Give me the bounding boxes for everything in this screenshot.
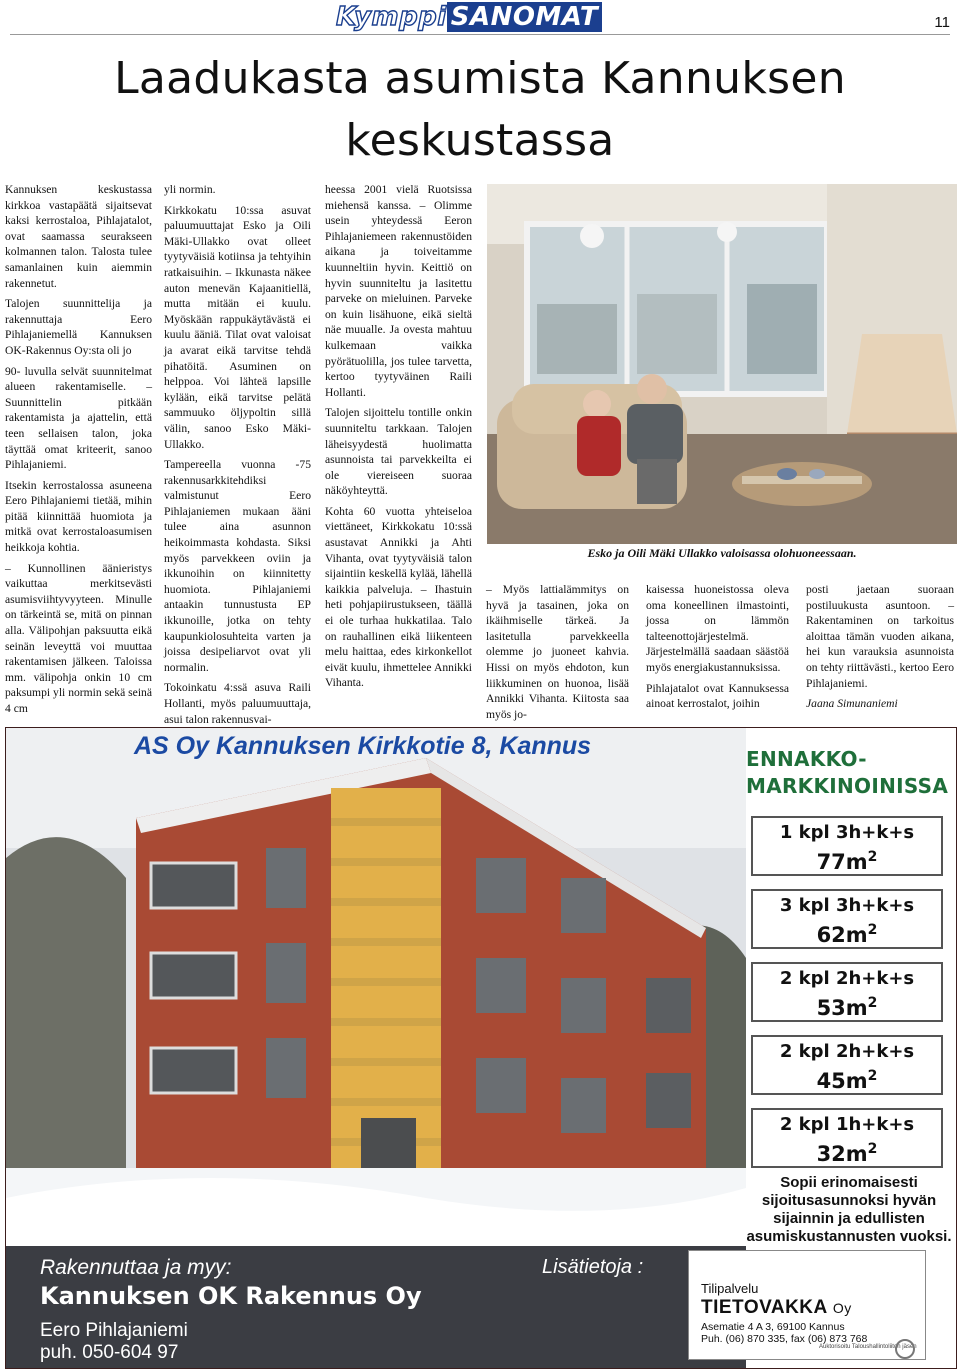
header-rule	[10, 34, 950, 35]
article-column-1	[5, 182, 152, 722]
apartment-size: $45m^2$	[816, 1068, 878, 1093]
apartment-size: $32m^2$	[816, 1141, 878, 1166]
ad-title: AS Oy Kannuksen Kirkkotie 8, Kannus	[134, 732, 592, 760]
office-address: Asematie 4 A 3, 69100 Kannus	[701, 1321, 845, 1333]
builder-phone: puh. 050-604 97	[40, 1342, 179, 1363]
masthead-part2: SANOMAT	[447, 2, 602, 32]
paragraph: Tokoinkatu 4:ssä asuva Raili Hollanti, myös paluumuuttaja, asui talon rakennusvai-	[164, 681, 311, 726]
builder-label: Rakennuttaa ja myy:	[40, 1256, 232, 1279]
article-column-3	[325, 182, 472, 696]
paragraph: Tampereella vuonna -75 rakennusarkkitehdiksi valmistunut Eero Pihlajaniemen mukaan ääni tulee aina asunnon heikoimmasta kohdasta. Siksi myös parvekkeen oviin ja ikkunoihin on kiinnitetty huomiota. Pihlajaniemi antaakin tunnustusta EP ikkunoille, jotka on tehty kaupunkiolosuhteita varten ja joissa desipeliarvot ovat yli normalin.	[164, 458, 311, 674]
builder-company: Kannuksen OK Rakennus Oy	[40, 1282, 422, 1310]
article-column-2	[164, 182, 311, 732]
office-name: TIETOVAKKA Oy	[701, 1297, 852, 1318]
article-column-4	[486, 582, 629, 727]
premarketing-line: ENNAKKO-	[746, 747, 867, 771]
paragraph: Itsekin kerrostalossa asuneena Eero Pihlajaniemi tietää, mihin pitää kiinnittää huomiota ja mitkä ovat kerrostaloasumisen heikkoja kohtia.	[5, 478, 152, 555]
apartment-box	[751, 1035, 943, 1095]
more-info-label: Lisätietoja :	[542, 1256, 644, 1278]
apartment-size: $77m^2$	[816, 849, 878, 874]
office-phone: Puh. (06) 870 335, fax (06) 873 768	[701, 1333, 868, 1345]
masthead-part1: Kymppi	[336, 2, 447, 32]
certification-badge-icon	[895, 1339, 915, 1359]
headline: Laadukasta asumista Kannuksen keskustassa	[114, 53, 846, 166]
byline: Jaana Simunaniemi	[806, 697, 898, 711]
paragraph: yli normin.	[164, 183, 216, 196]
paragraph: Pihlajatalot ovat Kannuksessa ainoat kerrostalot, joihin	[646, 681, 789, 711]
paragraph: Kannuksen keskustassa kirkkoa vastapäätä sijaitsevat kaksi kerrostaloa, Pihlajatalot, ovat saamassa seurakseen kolmannen talon. Talosta tulee samanlainen kuin aiemmin rakennetut.	[5, 183, 152, 290]
apartment-rooms: 2 kpl 2h+k+s	[779, 968, 915, 989]
living-room-photo	[487, 184, 957, 544]
paragraph: Kohta 60 vuotta yhteiseloa viettäneet, Kirkkokatu 10:ssä asustavat Annikki ja Ahti Vihanta, ovat tyytyväisiä talon sijaintiin keskellä kylää, lähellä kaikkia palveluja. – Ihastuin heti pohjapiirustukseen, täällä ei ole turhaa hukkatilaa. Talo on rauhallinen eikä liikenteen melu haittaa, edes kirkonkellot eivät kuulu, ihmettelee Annikki Vihanta.	[325, 504, 472, 690]
apartment-size: $62m^2$	[816, 922, 878, 947]
apartment-box	[751, 816, 943, 876]
article-column-5	[646, 582, 789, 717]
apartment-rooms: 2 kpl 1h+k+s	[779, 1114, 915, 1135]
apartment-box	[751, 889, 943, 949]
paragraph: 90- luvulla selvät suunnitelmat alueen rakentamiselle. – Suunnittelin pitkään rakentamista ja ajattelin, että teen sellaisen talon, joka täyttää omat kriteerit, sanoo Pihlajaniemi.	[5, 364, 152, 472]
paragraph: posti jaetaan suoraan postiluukusta asuntoon. – Rakentaminen on tarkoitus aloittaa tämän vuoden aikana, hei kun varauksia asunnoista on tehty riittävästi., kertoo Eero Pihlajaniemi.	[806, 583, 954, 690]
builder-contact	[6, 1246, 536, 1368]
paragraph: Kirkkokatu 10:ssa asuvat paluumuuttajat Esko ja Oili Mäki-Ullakko ovat olleet tyytyväisiä kotiinsa ja tehtyihin ratkaisuihin. – Ikkunasta näkee auton menevän Kajaanitiellä, mutta mitään ei kuulu. Myöskään rappukäytävästä ei kuulu ääniä. Tilat ovat valoisat ja avarat eikä tarvitse tehdä pihatöitä. Asuminen on helppoa. Voi lähteä lapsille kylään, eikä tarvitse pelätä sammuuko öljypoltin sillä välin, sanoo Esko Mäki-Ullakko.	[164, 203, 311, 451]
tietovakka-logo-box	[688, 1250, 926, 1360]
page-number: 11	[934, 14, 950, 31]
office-badge-text: Auktorisoitu Taloushallintoliiton jäsen	[819, 1344, 917, 1350]
paragraph: – Myös lattialämmitys on hyvä ja tasainen, joka on ikäihmiselle tärkeä. Ja lasitetulla parvekkeella olemme jo juoneet kahvia. Hissi on myös ehdoton, kun liikkuminen on huonoa, lisää Annikki Vihanta. Kiitosta saa myös jo-	[486, 583, 629, 721]
paragraph: Talojen sijoittelu tontille onkin suunniteltu tarkkaan. Talojen läheisyydestä huolimatta asunnoista tai parvekkeilta ei ole viereiseen suoraa näköyhteyttä.	[325, 406, 472, 498]
apartment-rooms: 2 kpl 2h+k+s	[779, 1041, 915, 1062]
apartment-advertisement	[5, 727, 957, 1369]
paragraph: kaisessa huoneistossa oleva oma koneellinen ilmastointi, jossa on lämmön talteenottojärjestelmä. Järjestelmällä saadaan säästöä myös energiakustannuksissa.	[646, 583, 789, 674]
apartment-rooms: 1 kpl 3h+k+s	[779, 822, 915, 843]
office-name-small: Tilipalvelu	[701, 1281, 759, 1296]
apartment-rooms: 3 kpl 3h+k+s	[779, 895, 915, 916]
builder-person: Eero Pihlajaniemi	[40, 1320, 188, 1341]
premarketing-line: MARKKINOINISSA	[746, 774, 949, 798]
apartment-box	[751, 1108, 943, 1168]
paragraph: heessa 2001 vielä Ruotsissa miehensä kanssa. – Olimme usein yhteydessä Eeron Pihlajaniemeen rakennustöiden aikana ja toiveitamme kuunneltiin hyvin. Keittiö on hyvin suunniteltu ja lasitettu parveke on mieluinen. Parveke on kuin lisähuone, eikä sieltä näe muualle. Ja ovesta mahtuu kulkemaan vaikka pyörätuolilla, jos tulee tarvetta, kertoo tyytyväinen Raili Hollanti.	[325, 183, 472, 399]
premarketing-label	[746, 746, 956, 800]
paragraph: – Kunnollinen äänieristys vaikuttaa merkitsevästi asumisviihtyvyyteen. Minulle on tärkeintä se, mitä on pinnan alla. Välipohjan paksuutta eikä seinän leveyttä voi muuttaa rakentamisen jälkeen. Taloissa mm. välipohja onkin 10 cm paksumpi yli normin sekä seinä 4 cm	[5, 561, 152, 715]
article-column-6	[806, 582, 954, 717]
paragraph: Talojen suunnittelija ja rakennuttaja Eero Pihlajaniemellä Kannuksen OK-Rakennus Oy:sta oli jo	[5, 297, 152, 357]
masthead-logo	[336, 2, 616, 32]
photo-caption: Esko ja Oili Mäki Ullakko valoisassa olohuoneessaan.	[587, 546, 857, 560]
ad-slogan: Sopii erinomaisesti sijoitusasunnoksi hyvän sijainnin ja edullisten asumiskustannusten vuoksi.	[746, 1174, 952, 1245]
apartment-size: $53m^2$	[816, 995, 878, 1020]
apartment-box	[751, 962, 943, 1022]
